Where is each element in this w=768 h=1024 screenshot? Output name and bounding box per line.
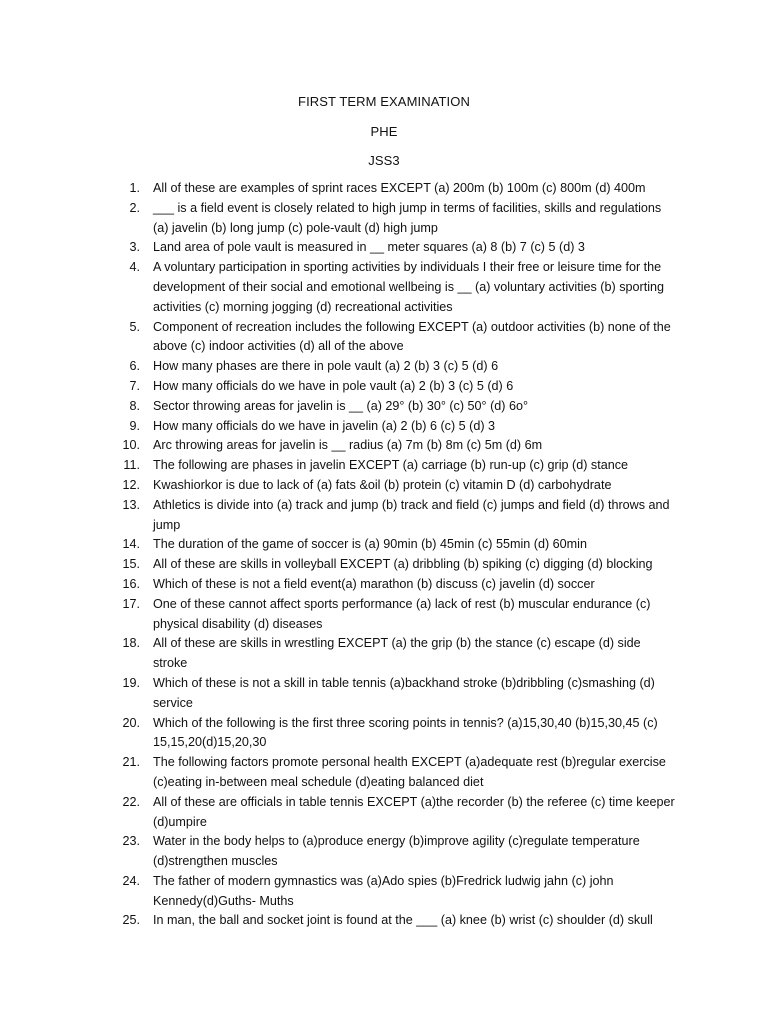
question-text: Land area of pole vault is measured in __ meter squares (a) 8 (b) 7 (c) 5 (d) 3 [153,240,585,255]
question-item [0,179,768,199]
question-item [0,199,768,239]
question-text: Arc throwing areas for javelin is __ radius (a) 7m (b) 8m (c) 5m (d) 6m [153,438,543,453]
question-item [0,436,768,456]
question-text: A voluntary participation in sporting activities by individuals I their free or leisure time for the development of their social and emotional wellbeing is __ (a) voluntary activities (b) sporting activities (c) morning jogging (d) recreational activities [153,260,665,314]
question-item [0,417,768,437]
question-number: 24. [122,873,140,888]
question-number: 5. [129,319,140,334]
question-item [0,238,768,258]
question-number: 22. [122,794,140,809]
question-number: 23. [122,834,140,849]
question-number: 18. [122,636,140,651]
question-item [0,555,768,575]
question-item [0,318,768,358]
question-text: The following are phases in javelin EXCEPT (a) carriage (b) run-up (c) grip (d) stance [153,458,629,473]
question-item [0,476,768,496]
question-text: All of these are skills in wrestling EXCEPT (a) the grip (b) the stance (c) escape (d) side stroke [153,636,641,671]
question-item [0,377,768,397]
question-text: Sector throwing areas for javelin is __ (a) 29° (b) 30° (c) 50° (d) 6o° [153,398,529,413]
question-item [0,793,768,833]
question-item [0,753,768,793]
question-text: Which of these is not a field event(a) marathon (b) discuss (c) javelin (d) soccer [153,576,595,591]
question-number: 1. [129,181,140,195]
question-number: 16. [122,576,140,591]
question-number: 15. [122,557,140,572]
question-number: 21. [122,755,140,770]
question-item [0,456,768,476]
question-item [0,872,768,912]
question-number: 19. [122,675,140,690]
question-item [0,258,768,317]
question-list [0,179,768,931]
question-text: Component of recreation includes the following EXCEPT (a) outdoor activities (b) none of the above (c) indoor activities (d) all of the above [153,319,671,354]
question-number: 6. [129,359,140,374]
question-number: 9. [129,418,140,433]
question-item [0,535,768,555]
question-text: The following factors promote personal health EXCEPT (a)adequate rest (b)regular exercise (c)eating in-between meal schedule (d)eating balanced diet [153,755,666,789]
question-item [0,714,768,754]
question-text: How many officials do we have in pole vault (a) 2 (b) 3 (c) 5 (d) 6 [153,378,514,393]
question-text: All of these are officials in table tennis EXCEPT (a)the recorder (b) the referee (c) time keeper (d)umpire [153,794,675,829]
question-number: 7. [129,378,140,393]
exam-class: JSS3 [368,153,400,168]
exam-subject: PHE [370,124,398,139]
question-item [0,832,768,872]
question-text: Water in the body helps to (a)produce energy (b)improve agility (c)regulate temperature (d)strengthen muscles [153,834,640,869]
question-text: Athletics is divide into (a) track and jump (b) track and field (c) jumps and field (d) throws and jump [153,497,670,532]
question-item [0,357,768,377]
question-number: 20. [122,715,140,730]
question-text: In man, the ball and socket joint is found at the ___ (a) knee (b) wrist (c) shoulder (d) skull [153,913,653,928]
question-text: ___ is a field event is closely related to high jump in terms of facilities, skills and regulations (a) javelin (b) long jump (c) pole-vault (d) high jump [153,200,662,235]
question-number: 13. [122,497,140,512]
question-item [0,575,768,595]
question-text: All of these are examples of sprint races EXCEPT (a) 200m (b) 100m (c) 800m (d) 400m [153,181,646,195]
question-number: 12. [122,477,140,492]
question-item [0,496,768,536]
question-text: Kwashiorkor is due to lack of (a) fats &oil (b) protein (c) vitamin D (d) carbohydrate [153,477,612,492]
question-number: 3. [129,240,140,255]
question-item [0,397,768,417]
exam-title: FIRST TERM EXAMINATION [298,94,470,109]
question-text: How many officials do we have in javelin (a) 2 (b) 6 (c) 5 (d) 3 [153,418,496,433]
question-item [0,674,768,714]
question-text: Which of these is not a skill in table tennis (a)backhand stroke (b)dribbling (c)smashing (d) service [153,675,655,710]
question-number: 11. [123,458,140,473]
question-number: 10. [122,438,140,453]
question-item [0,595,768,635]
question-text: One of these cannot affect sports performance (a) lack of rest (b) muscular endurance (c) physical disability (d) diseases [153,596,651,631]
question-text: Which of the following is the first three scoring points in tennis? (a)15,30,40 (b)15,30,45 (c) 15,15,20(d)15,20,30 [153,715,658,750]
question-text: All of these are skills in volleyball EXCEPT (a) dribbling (b) spiking (c) digging (d) blocking [153,557,653,572]
question-item [0,634,768,674]
question-number: 25. [122,913,140,928]
question-number: 2. [129,200,140,215]
question-number: 8. [129,398,140,413]
question-item [0,911,768,931]
question-text: The duration of the game of soccer is (a) 90min (b) 45min (c) 55min (d) 60min [153,537,587,552]
question-text: The father of modern gymnastics was (a)Ado spies (b)Fredrick ludwig jahn (c) john Kennedy(d)Guths- Muths [153,873,614,908]
question-number: 17. [122,596,140,611]
question-number: 14. [122,537,140,552]
question-text: How many phases are there in pole vault (a) 2 (b) 3 (c) 5 (d) 6 [153,359,499,374]
question-number: 4. [129,260,140,275]
